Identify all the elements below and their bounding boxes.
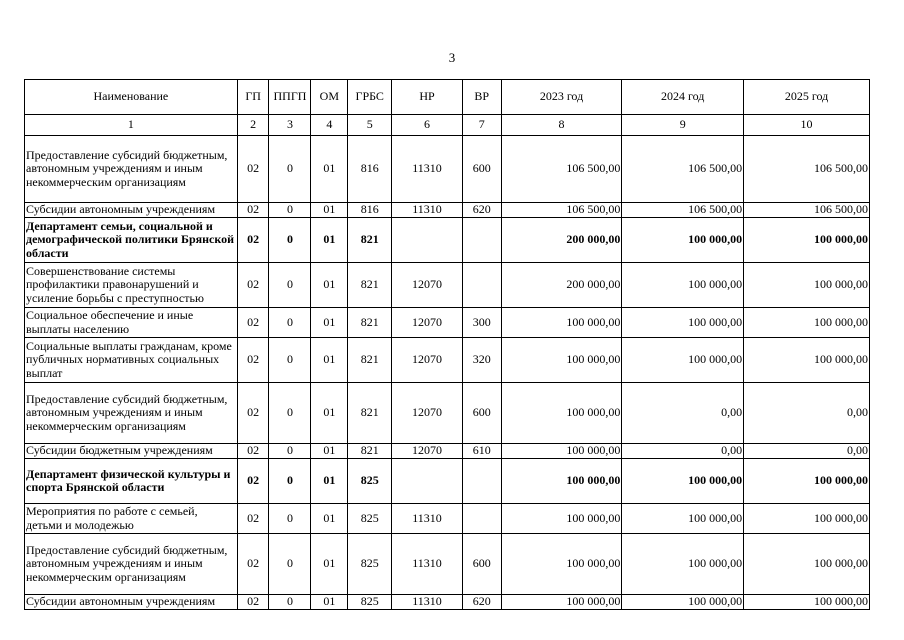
header-grbs: ГРБС xyxy=(348,80,392,115)
row-name: Социальное обеспечение и иные выплаты населению xyxy=(25,308,238,338)
table-row xyxy=(25,504,870,534)
row-amount-2023: 100 000,00 xyxy=(501,444,622,459)
row-amount-2023: 100 000,00 xyxy=(501,459,622,504)
row-amount-2024: 0,00 xyxy=(622,444,744,459)
row-grbs: 825 xyxy=(348,595,392,610)
row-amount-2023: 200 000,00 xyxy=(501,218,622,263)
row-nr xyxy=(392,218,463,263)
row-amount-2024: 100 000,00 xyxy=(622,218,744,263)
row-grbs: 821 xyxy=(348,338,392,383)
row-ppgp: 0 xyxy=(269,308,311,338)
row-amount-2023: 200 000,00 xyxy=(501,263,622,308)
row-amount-2024: 100 000,00 xyxy=(622,534,744,595)
row-vr xyxy=(462,504,501,534)
row-name: Субсидии бюджетным учреждениям xyxy=(25,444,238,459)
table-row xyxy=(25,444,870,459)
row-name: Мероприятия по работе с семьей, детьми и молодежью xyxy=(25,504,238,534)
row-ppgp: 0 xyxy=(269,504,311,534)
table-row xyxy=(25,308,870,338)
row-ppgp: 0 xyxy=(269,459,311,504)
row-grbs: 825 xyxy=(348,504,392,534)
row-om: 01 xyxy=(311,534,348,595)
column-number: 3 xyxy=(269,115,311,136)
row-vr: 620 xyxy=(462,203,501,218)
column-number: 6 xyxy=(392,115,463,136)
page-number: 3 xyxy=(448,50,456,65)
header-nr: НР xyxy=(392,80,463,115)
row-amount-2025: 100 000,00 xyxy=(744,534,870,595)
row-nr xyxy=(392,459,463,504)
row-nr: 12070 xyxy=(392,444,463,459)
row-gp: 02 xyxy=(237,595,269,610)
row-vr: 600 xyxy=(462,136,501,203)
row-grbs: 816 xyxy=(348,203,392,218)
row-ppgp: 0 xyxy=(269,383,311,444)
row-ppgp: 0 xyxy=(269,444,311,459)
table-row xyxy=(25,203,870,218)
row-vr: 320 xyxy=(462,338,501,383)
row-name: Социальные выплаты гражданам, кроме публичных нормативных социальных выплат xyxy=(25,338,238,383)
row-om: 01 xyxy=(311,459,348,504)
row-amount-2025: 106 500,00 xyxy=(744,203,870,218)
row-ppgp: 0 xyxy=(269,203,311,218)
row-name: Предоставление субсидий бюджетным, автономным учреждениям и иным некоммерческим организациям xyxy=(25,534,238,595)
row-vr xyxy=(462,459,501,504)
column-number-row xyxy=(25,115,870,136)
row-ppgp: 0 xyxy=(269,534,311,595)
row-grbs: 825 xyxy=(348,459,392,504)
column-number: 10 xyxy=(744,115,870,136)
header-om: ОМ xyxy=(311,80,348,115)
row-amount-2023: 106 500,00 xyxy=(501,203,622,218)
row-amount-2023: 106 500,00 xyxy=(501,136,622,203)
row-gp: 02 xyxy=(237,504,269,534)
row-grbs: 821 xyxy=(348,383,392,444)
row-amount-2024: 100 000,00 xyxy=(622,308,744,338)
row-amount-2024: 0,00 xyxy=(622,383,744,444)
table-row xyxy=(25,338,870,383)
table-row xyxy=(25,136,870,203)
row-gp: 02 xyxy=(237,218,269,263)
row-amount-2024: 106 500,00 xyxy=(622,203,744,218)
header-2025: 2025 год xyxy=(744,80,870,115)
row-amount-2023: 100 000,00 xyxy=(501,534,622,595)
row-grbs: 821 xyxy=(348,444,392,459)
row-om: 01 xyxy=(311,136,348,203)
row-vr: 620 xyxy=(462,595,501,610)
row-gp: 02 xyxy=(237,263,269,308)
column-number: 4 xyxy=(311,115,348,136)
row-grbs: 821 xyxy=(348,263,392,308)
row-om: 01 xyxy=(311,444,348,459)
header-gp: ГП xyxy=(237,80,269,115)
column-number: 5 xyxy=(348,115,392,136)
row-gp: 02 xyxy=(237,383,269,444)
row-name: Предоставление субсидий бюджетным, автономным учреждениям и иным некоммерческим организациям xyxy=(25,136,238,203)
table-row xyxy=(25,383,870,444)
row-grbs: 816 xyxy=(348,136,392,203)
header-2023: 2023 год xyxy=(501,80,622,115)
table-row xyxy=(25,263,870,308)
row-nr: 11310 xyxy=(392,203,463,218)
row-vr: 300 xyxy=(462,308,501,338)
row-name: Департамент семьи, социальной и демографической политики Брянской области xyxy=(25,218,238,263)
budget-table xyxy=(24,79,870,610)
column-number: 8 xyxy=(501,115,622,136)
row-nr: 11310 xyxy=(392,534,463,595)
row-nr: 12070 xyxy=(392,308,463,338)
header-ppgp: ППГП xyxy=(269,80,311,115)
row-amount-2024: 100 000,00 xyxy=(622,595,744,610)
row-om: 01 xyxy=(311,218,348,263)
row-vr xyxy=(462,263,501,308)
row-amount-2025: 100 000,00 xyxy=(744,308,870,338)
row-gp: 02 xyxy=(237,444,269,459)
table-row xyxy=(25,534,870,595)
row-grbs: 825 xyxy=(348,534,392,595)
row-amount-2024: 100 000,00 xyxy=(622,338,744,383)
row-gp: 02 xyxy=(237,338,269,383)
row-vr: 600 xyxy=(462,534,501,595)
row-amount-2025: 100 000,00 xyxy=(744,338,870,383)
row-gp: 02 xyxy=(237,136,269,203)
header-row xyxy=(25,80,870,115)
row-om: 01 xyxy=(311,383,348,444)
row-name: Субсидии автономным учреждениям xyxy=(25,203,238,218)
row-amount-2023: 100 000,00 xyxy=(501,595,622,610)
row-amount-2025: 100 000,00 xyxy=(744,263,870,308)
row-name: Предоставление субсидий бюджетным, автономным учреждениям и иным некоммерческим организациям xyxy=(25,383,238,444)
row-amount-2025: 100 000,00 xyxy=(744,459,870,504)
row-vr xyxy=(462,218,501,263)
row-grbs: 821 xyxy=(348,218,392,263)
row-name: Департамент физической культуры и спорта Брянской области xyxy=(25,459,238,504)
row-om: 01 xyxy=(311,595,348,610)
row-amount-2023: 100 000,00 xyxy=(501,383,622,444)
row-amount-2024: 100 000,00 xyxy=(622,263,744,308)
row-nr: 11310 xyxy=(392,136,463,203)
row-grbs: 821 xyxy=(348,308,392,338)
table-row xyxy=(25,459,870,504)
row-ppgp: 0 xyxy=(269,218,311,263)
row-amount-2024: 100 000,00 xyxy=(622,459,744,504)
row-ppgp: 0 xyxy=(269,595,311,610)
row-vr: 610 xyxy=(462,444,501,459)
row-amount-2023: 100 000,00 xyxy=(501,504,622,534)
row-nr: 12070 xyxy=(392,263,463,308)
row-gp: 02 xyxy=(237,308,269,338)
row-amount-2024: 106 500,00 xyxy=(622,136,744,203)
header-name: Наименование xyxy=(25,80,238,115)
header-2024: 2024 год xyxy=(622,80,744,115)
row-om: 01 xyxy=(311,203,348,218)
row-name: Совершенствование системы профилактики правонарушений и усиление борьбы с преступностью xyxy=(25,263,238,308)
table-row xyxy=(25,595,870,610)
row-nr: 11310 xyxy=(392,595,463,610)
row-amount-2023: 100 000,00 xyxy=(501,338,622,383)
row-amount-2025: 100 000,00 xyxy=(744,595,870,610)
row-nr: 11310 xyxy=(392,504,463,534)
table-row xyxy=(25,218,870,263)
row-nr: 12070 xyxy=(392,383,463,444)
row-amount-2025: 100 000,00 xyxy=(744,504,870,534)
row-om: 01 xyxy=(311,308,348,338)
row-gp: 02 xyxy=(237,534,269,595)
row-gp: 02 xyxy=(237,203,269,218)
row-ppgp: 0 xyxy=(269,338,311,383)
row-gp: 02 xyxy=(237,459,269,504)
column-number: 1 xyxy=(25,115,238,136)
row-amount-2025: 0,00 xyxy=(744,383,870,444)
row-om: 01 xyxy=(311,504,348,534)
row-amount-2023: 100 000,00 xyxy=(501,308,622,338)
column-number: 9 xyxy=(622,115,744,136)
row-nr: 12070 xyxy=(392,338,463,383)
row-vr: 600 xyxy=(462,383,501,444)
column-number: 7 xyxy=(462,115,501,136)
row-name: Субсидии автономным учреждениям xyxy=(25,595,238,610)
row-om: 01 xyxy=(311,338,348,383)
row-amount-2025: 100 000,00 xyxy=(744,218,870,263)
column-number: 2 xyxy=(237,115,269,136)
row-ppgp: 0 xyxy=(269,263,311,308)
row-amount-2025: 106 500,00 xyxy=(744,136,870,203)
row-amount-2024: 100 000,00 xyxy=(622,504,744,534)
row-om: 01 xyxy=(311,263,348,308)
row-amount-2025: 0,00 xyxy=(744,444,870,459)
header-vr: ВР xyxy=(462,80,501,115)
table-body xyxy=(25,136,870,610)
row-ppgp: 0 xyxy=(269,136,311,203)
